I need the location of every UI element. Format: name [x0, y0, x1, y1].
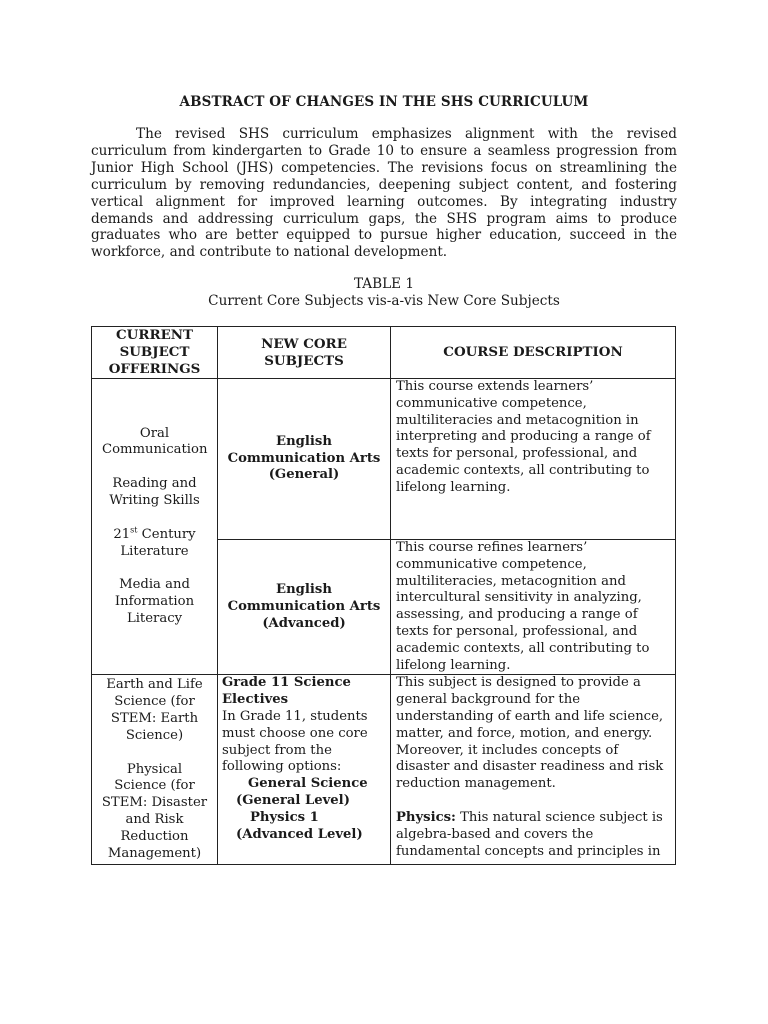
header-course-description: COURSE DESCRIPTION	[391, 327, 676, 379]
header-current-subjects: CURRENT SUBJECT OFFERINGS	[92, 327, 218, 379]
header-new-core-subjects: NEW CORE SUBJECTS	[218, 327, 391, 379]
new-subject-eca-general: English Communication Arts (General)	[218, 379, 391, 540]
abstract-paragraph: The revised SHS curriculum emphasizes alignment with the revised curriculum from kindergarten to Grade 10 to ensure a seamless progression from Junior High School (JHS) competencies. The revisions focus on streamlining the curriculum by removing redundancies, deepening subject content, and fostering vertical alignment for improved learning outcomes. By integrating industry demands and addressing curriculum gaps, the SHS program aims to produce graduates who are better equipped to pursue higher education, succeed in the workforce, and contribute to national development.	[91, 126, 677, 261]
description-science	[391, 675, 676, 865]
subject-oral-communication: Oral Communication	[102, 425, 208, 458]
description-eca-general: This course extends learners’ communicative competence, multiliteracies and metacognition in interpreting and producing a range of texts for personal, professional, and academic contexts, all contributing to lifelong learning.	[391, 379, 676, 540]
science-electives-heading: Grade 11 Science Electives	[222, 675, 351, 708]
subject-21st-century-literature: 21st Century Literature	[113, 525, 196, 559]
document-title: ABSTRACT OF CHANGES IN THE SHS CURRICULUM	[179, 94, 589, 110]
subject-earth-life-science: Earth and Life Science (for STEM: Earth Science)	[106, 677, 203, 743]
option-general-level: (General Level)	[236, 792, 350, 808]
description-eca-advanced: This course refines learners’ communicative competence, multiliteracies, metacognition and intercultural sensitivity in analyzing, assessing, and producing a range of texts for personal, professional, and academic contexts, all contributing to lifelong learning.	[391, 540, 676, 675]
new-subject-science-electives	[218, 675, 391, 865]
table-header-row	[92, 327, 676, 379]
option-physics-1: Physics 1	[250, 809, 319, 825]
new-subject-eca-advanced: English Communication Arts (Advanced)	[218, 540, 391, 675]
current-subjects-science	[92, 675, 218, 865]
table-row	[92, 675, 676, 865]
subject-media-info-literacy: Media and Information Literacy	[114, 577, 195, 626]
description-science-paragraph: This subject is designed to provide a general background for the understanding of earth and life science, matter, and force, motion, and energy. Moreover, it includes concepts of disaster and disaster readiness and risk reduction management.	[396, 675, 664, 792]
description-physics-paragraph: Physics: This natural science subject is algebra-based and covers the fundamental concepts and principles in	[396, 809, 663, 859]
table-caption: Current Core Subjects vis-a-vis New Core Subjects	[208, 293, 560, 309]
subject-reading-writing: Reading and Writing Skills	[109, 476, 200, 508]
physics-label: Physics:	[396, 809, 456, 825]
option-general-science: General Science	[248, 776, 368, 792]
current-subjects-english	[92, 379, 218, 675]
table-label: TABLE 1	[353, 276, 415, 292]
option-advanced-level: (Advanced Level)	[236, 826, 363, 842]
science-electives-intro: In Grade 11, students must choose one core subject from the following options:	[222, 708, 368, 775]
curriculum-table	[91, 326, 676, 865]
table-row	[92, 379, 676, 540]
subject-physical-science: Physical Science (for STEM: Disaster and Risk Reduction Management)	[101, 761, 208, 861]
